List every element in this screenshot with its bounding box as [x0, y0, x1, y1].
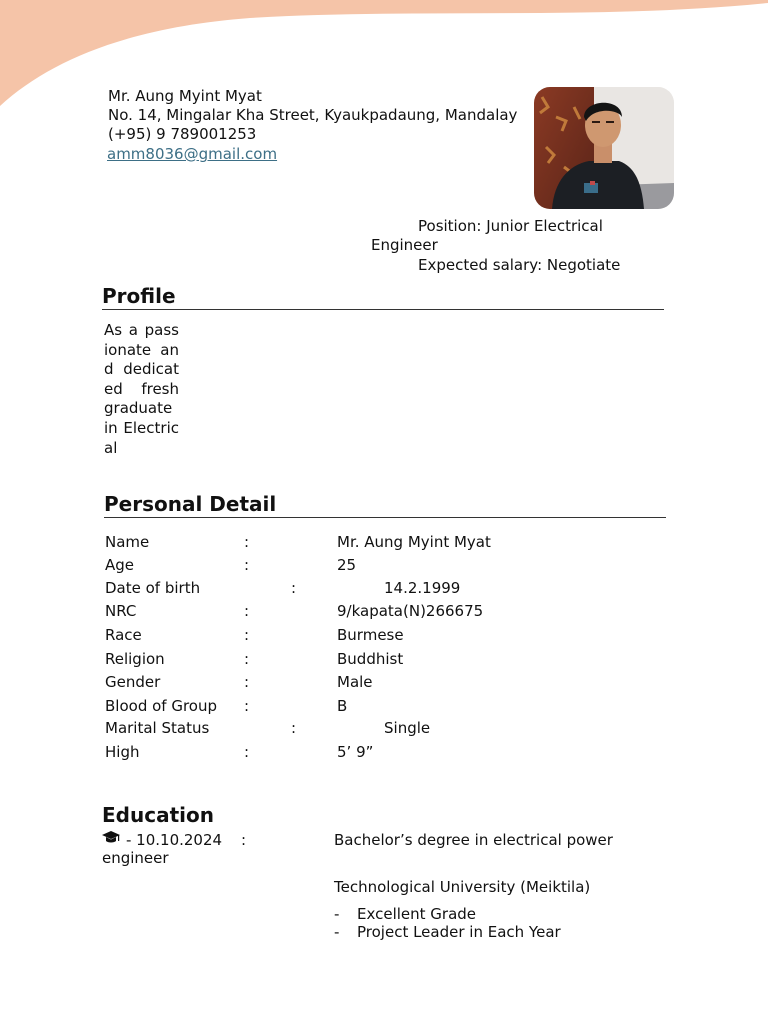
personal-row-label: NRC: [105, 602, 137, 620]
personal-row: [105, 602, 665, 624]
personal-row-value: Burmese: [337, 626, 404, 644]
position-line-cont: Engineer: [371, 236, 438, 254]
bullet-dash: -: [334, 905, 340, 923]
personal-row-colon: :: [244, 743, 250, 761]
personal-row-colon: :: [244, 673, 250, 691]
personal-row-colon: :: [244, 697, 250, 715]
personal-row-colon: :: [244, 650, 250, 668]
personal-row: [105, 626, 665, 648]
profile-text-box: [104, 321, 179, 468]
personal-divider: [104, 517, 666, 518]
personal-row: [105, 719, 665, 741]
bullet-dash: -: [334, 923, 340, 941]
personal-row-label: Religion: [105, 650, 165, 668]
personal-row: [105, 673, 665, 695]
education-bullet: Excellent Grade: [357, 905, 477, 923]
personal-row-value: 14.2.1999: [384, 579, 461, 597]
profile-divider: [102, 309, 664, 310]
personal-row-label: Gender: [105, 673, 161, 691]
personal-row-value: Male: [337, 673, 373, 691]
education-heading: Education: [102, 803, 214, 827]
personal-row-colon: :: [244, 626, 250, 644]
personal-row-colon: :: [244, 602, 250, 620]
education-colon: :: [241, 831, 247, 849]
personal-row: [105, 556, 665, 578]
personal-row-value: Single: [384, 719, 431, 737]
education-bullet: Project Leader in Each Year: [357, 923, 561, 941]
personal-row-value: Buddhist: [337, 650, 404, 668]
personal-row-value: B: [337, 697, 348, 715]
university-name: Technological University (Meiktila): [334, 878, 591, 896]
personal-row-label: Age: [105, 556, 135, 574]
education-date: - 10.10.2024: [126, 831, 223, 849]
personal-row-label: Marital Status: [105, 719, 210, 737]
personal-detail-heading: Personal Detail: [104, 492, 277, 516]
personal-row: [105, 743, 665, 765]
personal-row-value: 9/kapata(N)266675: [337, 602, 484, 620]
profile-photo: [534, 87, 674, 209]
personal-row: [105, 650, 665, 672]
personal-row-colon: :: [291, 579, 297, 597]
personal-row: [105, 579, 665, 601]
degree-title-cont: engineer: [102, 849, 169, 867]
graduation-cap-icon: [102, 831, 120, 844]
personal-row-label: Date of birth: [105, 579, 201, 597]
personal-row-label: Race: [105, 626, 142, 644]
expected-salary: Expected salary: Negotiate: [418, 256, 621, 274]
personal-row-label: Blood of Group: [105, 697, 217, 715]
personal-row-value: 5’ 9”: [337, 743, 374, 761]
phone-number: (+95) 9 789001253: [108, 125, 257, 143]
address-line: No. 14, Mingalar Kha Street, Kyaukpadaung, Mandalay: [108, 106, 518, 124]
personal-row-value: 25: [337, 556, 357, 574]
email-link[interactable]: amm8036@gmail.com: [107, 145, 278, 163]
personal-row-colon: :: [291, 719, 297, 737]
personal-row: [105, 697, 665, 719]
personal-row-colon: :: [244, 556, 250, 574]
position-line: Position: Junior Electrical: [418, 217, 603, 235]
personal-row: [105, 533, 665, 555]
profile-text: As a passionate and dedicated fresh graduate in Electrical: [104, 321, 179, 457]
personal-row-colon: :: [244, 533, 250, 551]
profile-heading: Profile: [102, 284, 176, 308]
degree-title: Bachelor’s degree in electrical power: [334, 831, 613, 849]
personal-row-label: Name: [105, 533, 150, 551]
personal-row-value: Mr. Aung Myint Myat: [337, 533, 491, 551]
personal-row-label: High: [105, 743, 140, 761]
candidate-name: Mr. Aung Myint Myat: [108, 87, 262, 105]
